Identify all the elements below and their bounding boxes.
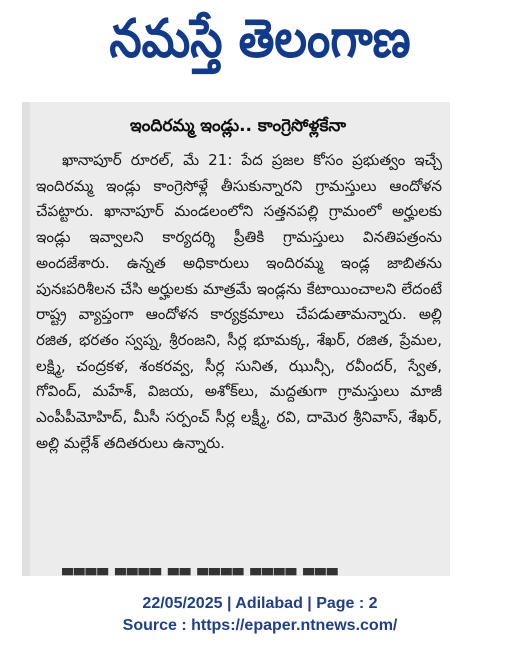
clipping-source: Source : https://epaper.ntnews.com/ bbox=[122, 617, 398, 634]
article-headline: ఇందిరమ్మ ఇండ్లు.. కాంగ్రెసోళ్లకేనా bbox=[129, 116, 347, 136]
masthead-title: నమస్తే తెలంగాణ bbox=[109, 7, 411, 70]
article-body: ఖానాపూర్‌ రూరల్‌, మే 21: పేద ప్రజల కోసం ప్రభుత్వం ఇచ్చే ఇందిరమ్మ ఇండ్లు కాంగ్రెసోళ్లే తీసుకున్నారని గ్రామస్తులు ఆందోళన చేపట్టారు. ఖానాపూర్‌ మండలంలోని సత్తనపల్లి గ్రామంలో అర్హులకు ఇండ్లు ఇవ్వాలని కార్యదర్శి ప్రీతికి గ్రామస్తులు వినతిపత్రంను అందజేశారు. ఉన్నత అధికారులు ఇందిరమ్మ ఇండ్ల జాబితను పునఃపరిశీలన చేసి అర్హులకు మాత్రమే ఇండ్లను కేటాయించాలని లేదంటే రాష్ట్ర వ్యాప్తంగా ఆందోళన కార్యక్రమాలు చేపడుతామన్నారు. అల్లి రజిత, భరతం స్వప్న, శ్రీరంజని, సీర్ల భూమక్క, శేఖర్‌, రజిత, ప్రేమల, లక్ష్మి, చంద్రకళ, శంకరవ్వ, సీర్ల సునిత, ఝున్సీ, రవీందర్‌, స్వేత, గోవింద్‌, మహేశ్‌, విజయ, అశోక్‌లు, మద్దతుగా గ్రామస్తులు మాజీ ఎంపీపీమోహిద్‌, మీసీ సర్పంచ్‌ సీర్ల లక్ష్మీ, రవి, దామెర శ్రీనివాస్‌, శేఖర్‌, అల్లి మల్లేశ్‌ తదితరులు ఉన్నారు. bbox=[36, 151, 442, 452]
newspaper-masthead bbox=[0, 0, 520, 90]
clipping-date-edition: 22/05/2025 | Adilabad | Page : 2 bbox=[142, 595, 378, 612]
news-clipping bbox=[22, 102, 450, 576]
clipping-edge bbox=[22, 102, 30, 576]
cut-off-next-headline: ▀▀▀▀ ▀▀▀▀ ▀▀ ▀▀▀▀ ▀▀▀▀ ▀▀▀ bbox=[62, 568, 339, 576]
